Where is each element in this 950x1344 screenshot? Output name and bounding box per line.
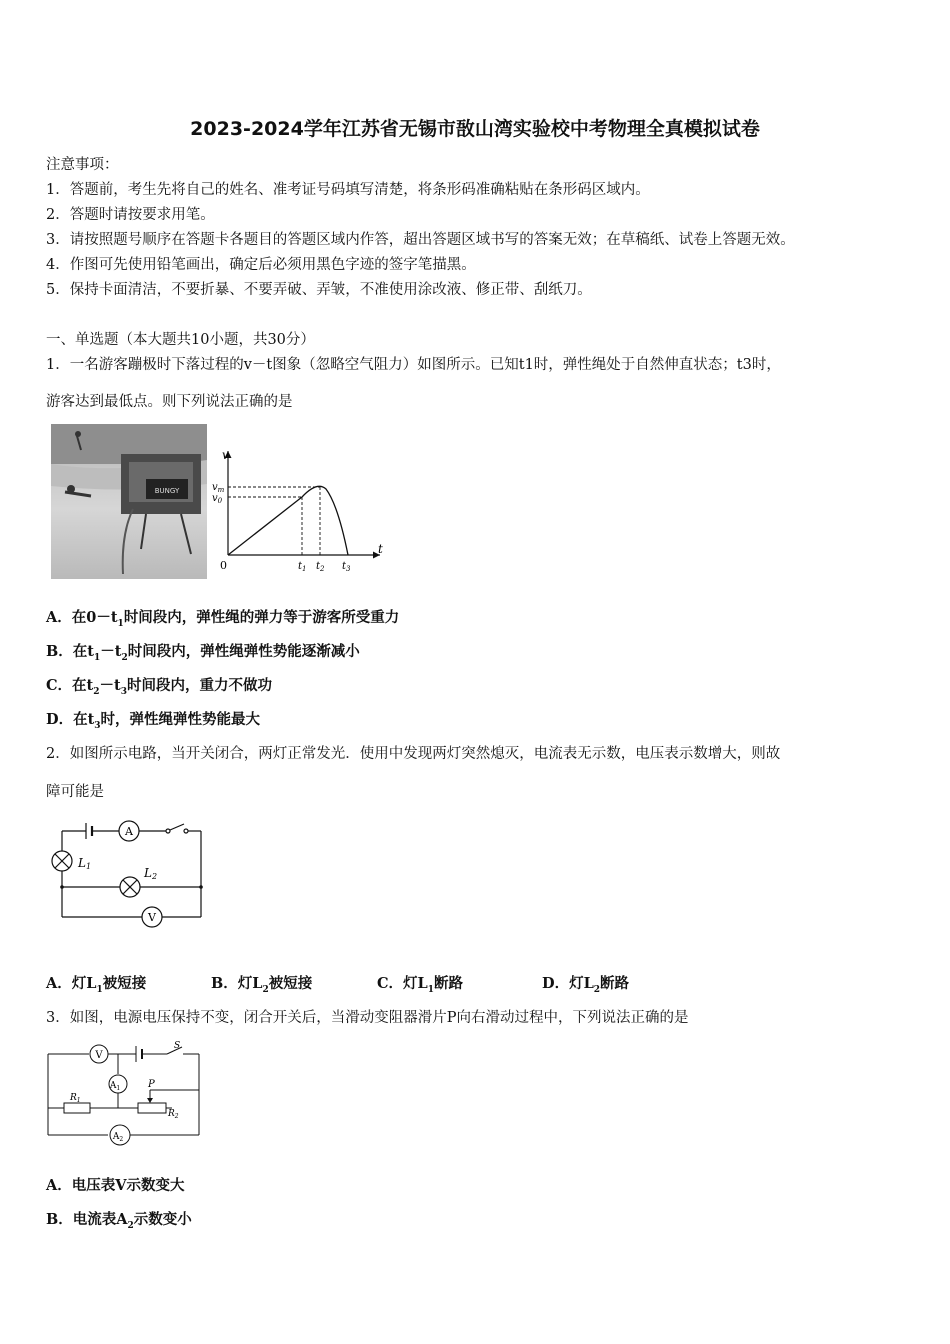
- notice-item-4: 4．作图可先使用铅笔画出，确定后必须用黑色字迹的签字笔描黑。: [46, 257, 476, 273]
- slider-p-label: P: [148, 1079, 155, 1090]
- bungy-logo-text: BUNGY: [154, 487, 180, 495]
- svg-text:A2: [112, 1132, 124, 1143]
- svg-text:v0: [212, 493, 223, 505]
- svg-text:L1: [77, 856, 91, 871]
- t2-label: t: [316, 561, 321, 572]
- q3-option-a: A．电压表V示数变大: [46, 1177, 185, 1194]
- page-title: 2023-2024学年江苏省无锡市敔山湾实验校中考物理全真模拟试卷: [190, 118, 760, 140]
- t1-label: t: [298, 561, 303, 572]
- svg-text:R1: [69, 1093, 81, 1104]
- vm-label: v: [212, 482, 218, 493]
- falling-curve: [302, 486, 348, 555]
- voltmeter-label: V: [148, 911, 156, 924]
- q3-stem: 3．如图，电源电压保持不变，闭合开关后，当滑动变阻器滑片P向右滑动过程中，下列说法正确的是: [46, 1010, 689, 1026]
- vt-graph: [214, 445, 394, 575]
- l2-label: L: [144, 866, 152, 880]
- t2-sub: 2: [320, 565, 325, 573]
- notice-item-3: 3．请按照题号顺序在答题卡各题目的答题区域内作答，超出答题区域书写的答案无效；在草稿纸、试卷上答题无效。: [46, 232, 795, 248]
- origin-label: 0: [220, 559, 227, 572]
- q3-voltmeter-label: V: [95, 1050, 103, 1061]
- t3-label: t: [342, 561, 347, 572]
- svg-text:L2: [143, 866, 157, 881]
- q1-option-d: D．在$t_3$时，弹性绳弹性势能最大: [46, 711, 261, 731]
- q3-option-b: B．电流表$A_2$示数变小: [46, 1211, 192, 1231]
- r1-sub: 1: [76, 1097, 81, 1104]
- section-heading: 一、单选题（本大题共10小题，共30分）: [46, 332, 315, 348]
- l2-sub: 2: [151, 872, 158, 881]
- svg-text:t2: [316, 561, 325, 573]
- a2-label: A: [112, 1132, 120, 1142]
- rising-line: [228, 497, 302, 555]
- r2-sub: 2: [174, 1113, 179, 1120]
- t3-sub: 3: [346, 565, 351, 573]
- notice-item-5: 5．保持卡面清洁，不要折暴、不要弄破、弄皱，不准使用涂改液、修正带、刮纸刀。: [46, 282, 592, 298]
- vm-sub: m: [217, 486, 225, 494]
- a1-label: A: [109, 1081, 117, 1091]
- q1-stem-line2: 游客达到最低点。则下列说法正确的是: [46, 394, 293, 410]
- switch-label: S: [174, 1041, 181, 1051]
- r2-label: R: [168, 1109, 175, 1119]
- bungee-photo: [51, 424, 207, 579]
- t1-sub: 1: [302, 565, 307, 573]
- svg-text:R2: [167, 1109, 179, 1120]
- q2-option-b: B．灯$L_2$被短接: [211, 975, 313, 995]
- notice-item-1: 1．答题前，考生先将自己的姓名、准考证号码填写清楚，将条形码准确粘贴在条形码区域内。: [46, 182, 650, 198]
- a1-sub: 1: [116, 1085, 121, 1092]
- l1-sub: 1: [85, 862, 92, 871]
- svg-text:t1: [298, 561, 307, 573]
- q1-stem-line1: 1．一名游客蹦极时下落过程的v－t图象（忽略空气阻力）如图所示。已知t1时，弹性绳处于自然伸直状态；t3时，: [46, 357, 781, 373]
- ammeter-label: A: [125, 825, 133, 838]
- q2-stem-line2: 障可能是: [46, 784, 104, 800]
- notice-heading: 注意事项：: [46, 157, 119, 173]
- q2-circuit: [46, 815, 211, 935]
- l1-label: L: [78, 856, 86, 870]
- svg-text:A1: [109, 1081, 120, 1092]
- r1-label: R: [70, 1093, 77, 1103]
- q1-option-a: A．在$0-t_1$时间段内，弹性绳的弹力等于游客所受重力: [46, 609, 400, 629]
- notice-item-2: 2．答题时请按要求用笔。: [46, 207, 215, 223]
- q1-option-c: C．在$t_2-t_3$时间段内，重力不做功: [46, 677, 272, 697]
- q1-option-b: B．在$t_1-t_2$时间段内，弹性绳弹性势能逐渐减小: [46, 643, 360, 663]
- v0-label: v: [212, 493, 218, 504]
- v-axis-label: v: [222, 448, 229, 462]
- svg-text:t3: [342, 561, 351, 573]
- t-axis-label: t: [378, 542, 383, 556]
- q2-stem-line1: 2．如图所示电路，当开关闭合，两灯正常发光．使用中发现两灯突然熄灭，电流表无示数，电压表示数增大，则故: [46, 746, 781, 762]
- v0-sub: 0: [217, 497, 223, 505]
- q3-circuit: [44, 1038, 204, 1146]
- q2-option-a: A．灯$L_1$被短接: [46, 975, 147, 995]
- q2-option-d: D．灯$L_2$断路: [542, 975, 630, 995]
- a2-sub: 2: [119, 1136, 124, 1143]
- q2-option-c: C．灯$L_1$断路: [377, 975, 464, 995]
